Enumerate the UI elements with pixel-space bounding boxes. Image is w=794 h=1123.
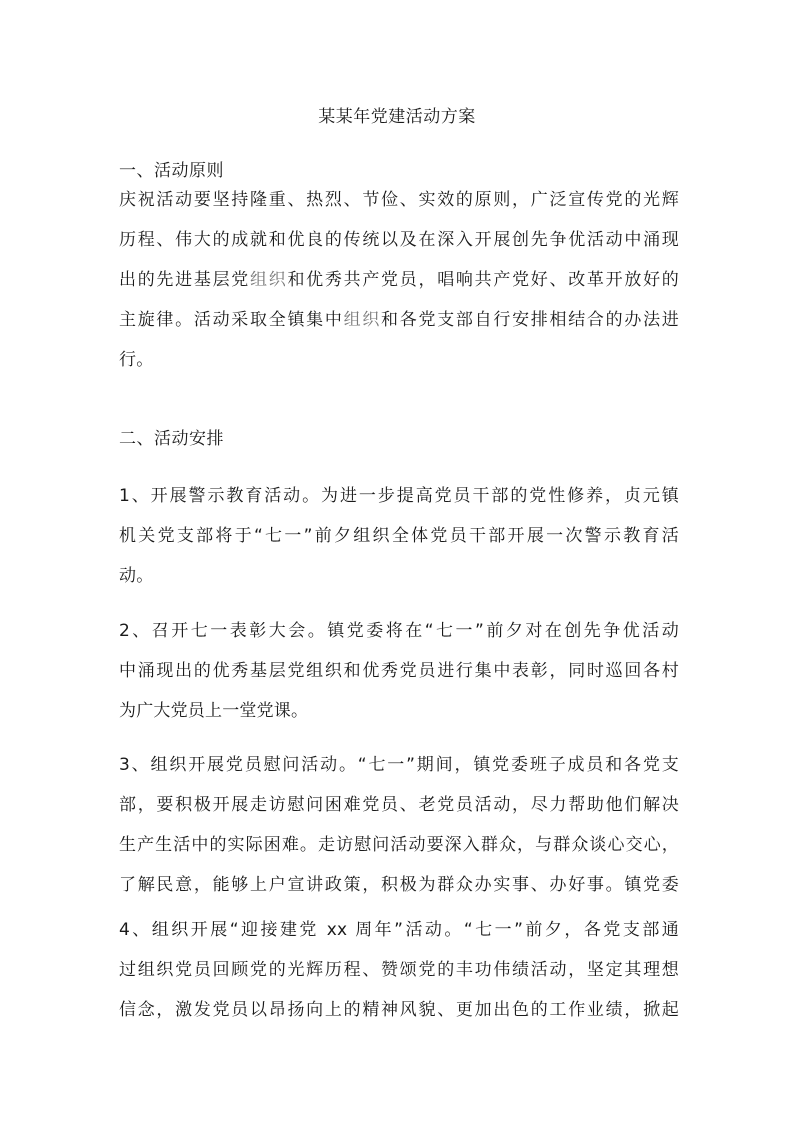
section-heading-principles: 一、活动原则 [119, 161, 224, 181]
text-run: 主旋律。活动采取全镇集中 [119, 310, 344, 330]
paragraph-line: 中涌现出的优秀基层党组织和优秀党员进行集中表彰，同时巡回各村 [119, 661, 679, 681]
text-run: 出的先进基层党 [119, 270, 251, 290]
paragraph-line: 2、召开七一表彰大会。镇党委将在“七一”前夕对在创先争优活动 [119, 621, 679, 641]
text-run: 和各党支部自行安排相结合的办法进 [381, 310, 679, 330]
paragraph-line: 了解民意，能够上户宣讲政策，积极为群众办实事、办好事。镇党委 [119, 875, 679, 895]
highlighted-term: 组织 [250, 270, 288, 290]
paragraph-line [119, 260, 679, 300]
paragraph-line: 1、开展警示教育活动。为进一步提高党员干部的党性修养，贞元镇 [119, 486, 679, 506]
paragraph-line: 信念，激发党员以昂扬向上的精神风貌、更加出色的工作业绩，掀起 [119, 1000, 679, 1020]
paragraph-line: 生产生活中的实际困难。走访慰问活动要深入群众，与群众谈心交心， [119, 835, 679, 855]
highlighted-term: 组织 [343, 310, 382, 330]
paragraph-line: 过组织党员回顾党的光辉历程、赞颂党的丰功伟绩活动，坚定其理想 [119, 960, 679, 980]
paragraph-item-4 [119, 910, 679, 1030]
document-title: 某某年党建活动方案 [318, 107, 476, 127]
paragraph-line: 为广大党员上一堂党课。 [119, 701, 309, 721]
text-run: 和优秀共产党员，唱响共产党好、改革开放好的 [287, 270, 680, 290]
paragraph-line: 3、组织开展党员慰问活动。“七一”期间，镇党委班子成员和各党支 [119, 755, 679, 775]
paragraph-item-3 [119, 745, 679, 905]
paragraph-line: 历程、伟大的成就和优良的传统以及在深入开展创先争优活动中涌现 [119, 230, 679, 250]
paragraph-principles [119, 180, 679, 380]
paragraph-item-2 [119, 611, 679, 731]
paragraph-item-1 [119, 476, 679, 596]
paragraph-line: 庆祝活动要坚持隆重、热烈、节俭、实效的原则，广泛宣传党的光辉 [119, 190, 679, 210]
section-heading-arrangements: 二、活动安排 [119, 429, 224, 449]
paragraph-line: 4、组织开展“迎接建党 xx 周年”活动。“七一”前夕，各党支部通 [119, 920, 679, 940]
paragraph-line [119, 300, 679, 340]
paragraph-line: 机关党支部将于“七一”前夕组织全体党员干部开展一次警示教育活 [119, 526, 679, 546]
paragraph-line: 部，要积极开展走访慰问困难党员、老党员活动，尽力帮助他们解决 [119, 795, 679, 815]
paragraph-line: 行。 [119, 350, 154, 370]
paragraph-line: 动。 [119, 566, 154, 586]
